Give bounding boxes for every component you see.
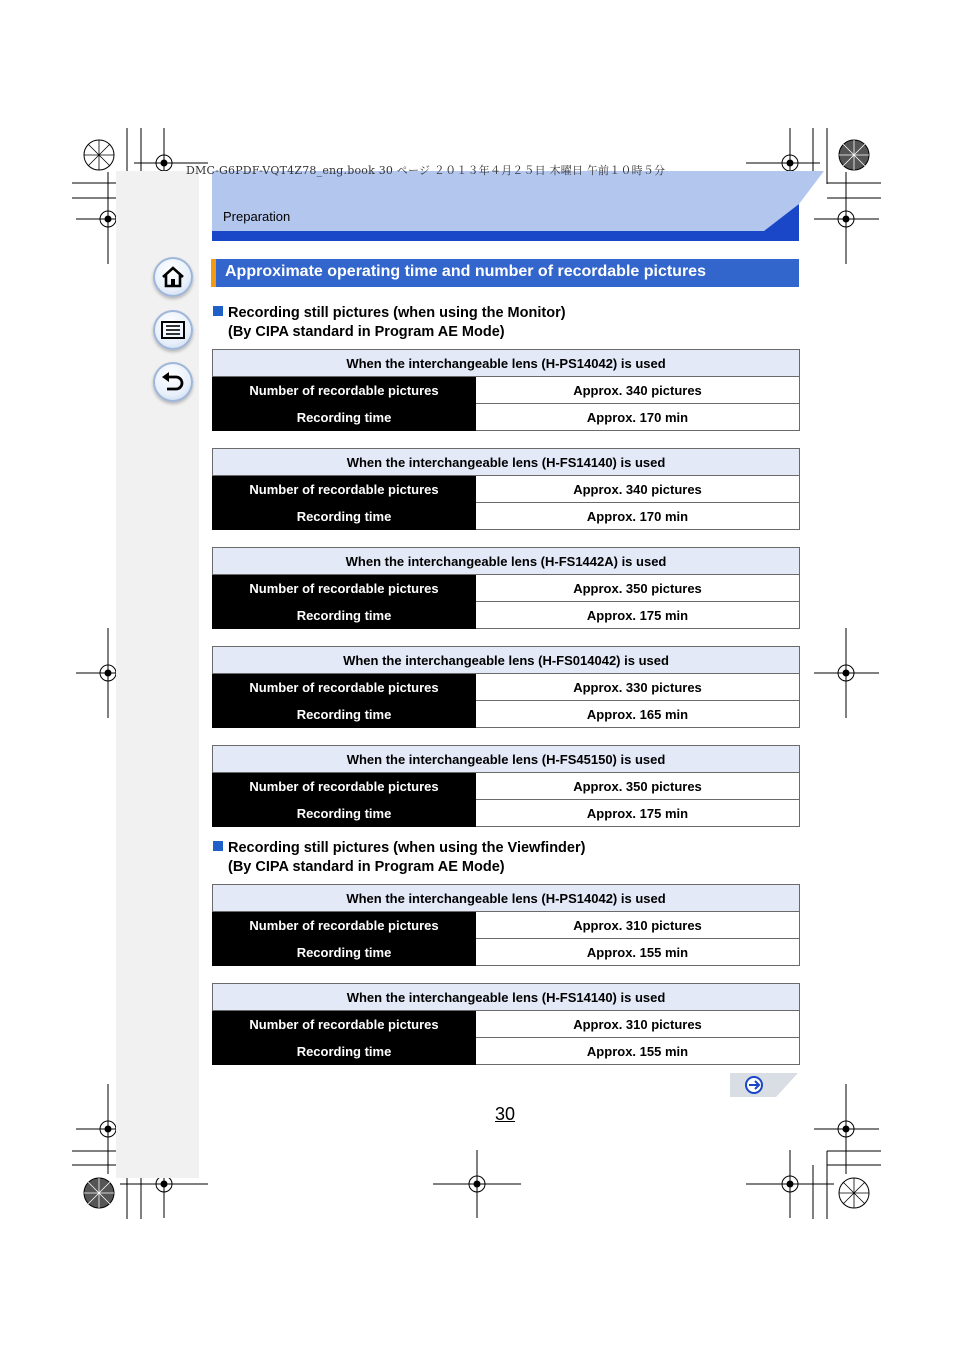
- row-value: Approx. 340 pictures: [476, 476, 800, 503]
- row-label: Number of recordable pictures: [213, 575, 476, 602]
- row-label: Recording time: [213, 503, 476, 530]
- row-value: Approx. 165 min: [476, 701, 800, 728]
- row-label: Number of recordable pictures: [213, 476, 476, 503]
- row-value: Approx. 350 pictures: [476, 773, 800, 800]
- table-header: When the interchangeable lens (H-FS45150) is used: [213, 746, 800, 773]
- table-header: When the interchangeable lens (H-PS14042) is used: [213, 885, 800, 912]
- table-header: When the interchangeable lens (H-PS14042) is used: [213, 350, 800, 377]
- back-button[interactable]: [153, 362, 193, 402]
- next-page-button[interactable]: [730, 1073, 800, 1097]
- square-bullet-icon: [213, 841, 223, 851]
- viewfinder-section-heading: Recording still pictures (when using the Viewfinder) (By CIPA standard in Program AE Mode): [213, 839, 585, 877]
- row-label: Recording time: [213, 939, 476, 966]
- row-label: Recording time: [213, 602, 476, 629]
- monitor-section-heading: Recording still pictures (when using the Monitor) (By CIPA standard in Program AE Mode): [213, 304, 566, 342]
- menu-list-icon: [161, 318, 185, 342]
- row-label: Recording time: [213, 800, 476, 827]
- row-value: Approx. 155 min: [476, 1038, 800, 1065]
- menu-button[interactable]: [153, 310, 193, 350]
- page-title-bar: [211, 259, 799, 287]
- table-header: When the interchangeable lens (H-FS14140) is used: [213, 984, 800, 1011]
- home-button[interactable]: [153, 257, 193, 297]
- row-value: Approx. 175 min: [476, 602, 800, 629]
- row-label: Number of recordable pictures: [213, 773, 476, 800]
- back-arrow-icon: [161, 370, 185, 394]
- section-label: Preparation: [223, 209, 291, 224]
- header-band: [212, 171, 824, 241]
- square-bullet-icon: [213, 306, 223, 316]
- row-value: Approx. 170 min: [476, 404, 800, 431]
- viewfinder-table-1: [212, 884, 800, 966]
- row-value: Approx. 155 min: [476, 939, 800, 966]
- row-label: Recording time: [213, 1038, 476, 1065]
- row-value: Approx. 340 pictures: [476, 377, 800, 404]
- monitor-table-2: [212, 448, 800, 530]
- monitor-table-1: [212, 349, 800, 431]
- row-value: Approx. 330 pictures: [476, 674, 800, 701]
- row-label: Recording time: [213, 404, 476, 431]
- row-value: Approx. 350 pictures: [476, 575, 800, 602]
- monitor-table-5: [212, 745, 800, 827]
- row-label: Recording time: [213, 701, 476, 728]
- viewfinder-table-2: [212, 983, 800, 1065]
- row-label: Number of recordable pictures: [213, 377, 476, 404]
- page-number[interactable]: 30: [495, 1104, 516, 1124]
- next-arrow-icon: [746, 1077, 762, 1093]
- row-value: Approx. 170 min: [476, 503, 800, 530]
- row-label: Number of recordable pictures: [213, 1011, 476, 1038]
- row-label: Number of recordable pictures: [213, 912, 476, 939]
- monitor-table-3: [212, 547, 800, 629]
- row-label: Number of recordable pictures: [213, 674, 476, 701]
- page-title: Approximate operating time and number of recordable pictures: [225, 263, 706, 280]
- table-header: When the interchangeable lens (H-FS1442A) is used: [213, 548, 800, 575]
- row-value: Approx. 310 pictures: [476, 1011, 800, 1038]
- table-header: When the interchangeable lens (H-FS014042) is used: [213, 647, 800, 674]
- row-value: Approx. 310 pictures: [476, 912, 800, 939]
- table-header: When the interchangeable lens (H-FS14140) is used: [213, 449, 800, 476]
- book-print-line: DMC-G6PDF-VQT4Z78_eng.book 30 ページ ２０１３年４月２５日 木曜日 午前１０時５分: [186, 164, 666, 177]
- row-value: Approx. 175 min: [476, 800, 800, 827]
- home-icon: [161, 265, 185, 289]
- monitor-table-4: [212, 646, 800, 728]
